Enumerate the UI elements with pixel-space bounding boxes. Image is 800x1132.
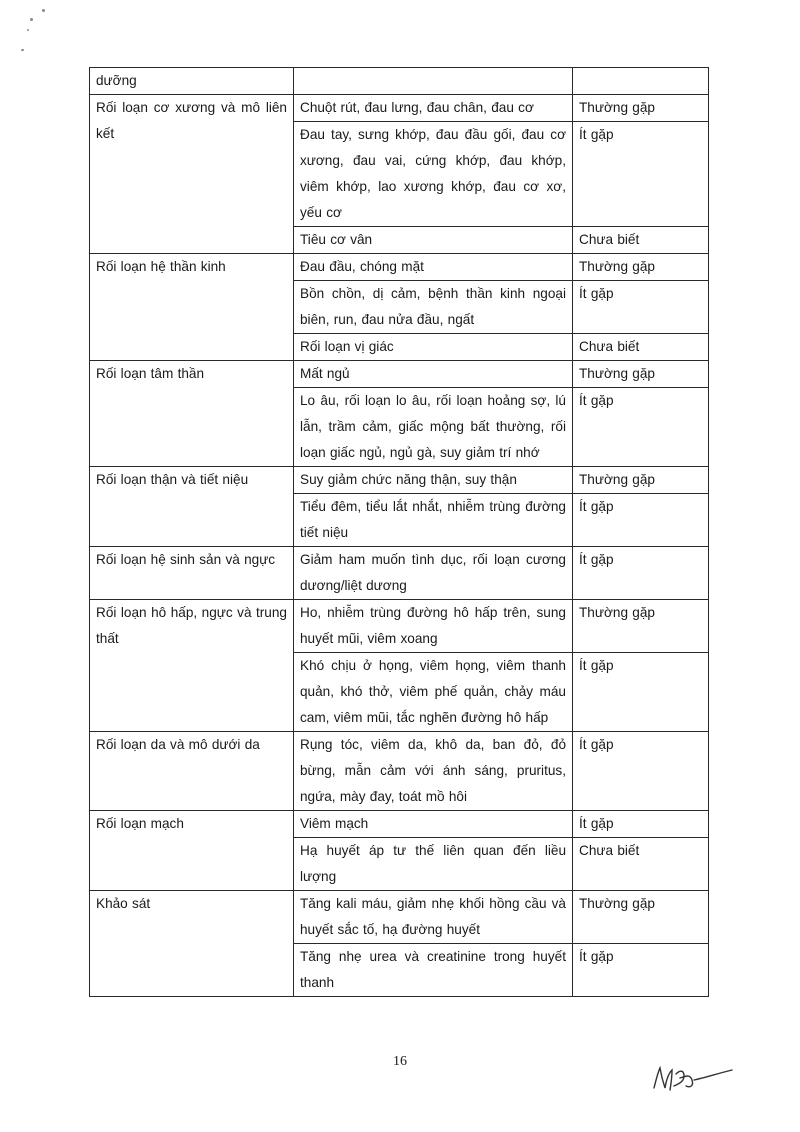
effect-cell: Tăng nhẹ urea và creatinine trong huyết thanh xyxy=(294,944,573,997)
table-row xyxy=(90,811,709,838)
table-row xyxy=(90,891,709,944)
frequency-cell: Ít gặp xyxy=(573,732,709,811)
effect-cell: Lo âu, rối loạn lo âu, rối loạn hoảng sợ, lú lẫn, trầm cảm, giấc mộng bất thường, rối loạn giấc ngủ, ngủ gà, suy giảm trí nhớ xyxy=(294,388,573,467)
effect-cell: Ho, nhiễm trùng đường hô hấp trên, sung huyết mũi, viêm xoang xyxy=(294,600,573,653)
effect-cell: Giảm ham muốn tình dục, rối loạn cương dương/liệt dương xyxy=(294,547,573,600)
effect-cell: Đau tay, sưng khớp, đau đầu gối, đau cơ xương, đau vai, cứng khớp, đau khớp, viêm khớp, lao xương khớp, đau cơ xơ, yếu cơ xyxy=(294,122,573,227)
frequency-cell: Thường gặp xyxy=(573,361,709,388)
frequency-cell: Ít gặp xyxy=(573,281,709,334)
frequency-cell: Chưa biết xyxy=(573,838,709,891)
frequency-cell: Ít gặp xyxy=(573,547,709,600)
effect-cell: Tiêu cơ vân xyxy=(294,227,573,254)
frequency-cell: Ít gặp xyxy=(573,944,709,997)
scan-speck xyxy=(30,18,33,21)
effect-cell: Đau đầu, chóng mặt xyxy=(294,254,573,281)
category-cell: Rối loạn hệ thần kinh xyxy=(90,254,294,361)
table-row xyxy=(90,68,709,95)
table-row xyxy=(90,254,709,281)
frequency-cell: Thường gặp xyxy=(573,891,709,944)
frequency-cell: Thường gặp xyxy=(573,467,709,494)
table-body xyxy=(90,68,709,997)
category-cell: Rối loạn mạch xyxy=(90,811,294,891)
effect-cell: Mất ngủ xyxy=(294,361,573,388)
frequency-cell: Chưa biết xyxy=(573,227,709,254)
frequency-cell: Ít gặp xyxy=(573,122,709,227)
table-row xyxy=(90,547,709,600)
scan-speck xyxy=(21,49,24,51)
category-cell: Rối loạn cơ xương và mô liên kết xyxy=(90,95,294,254)
category-cell: Rối loạn tâm thần xyxy=(90,361,294,467)
category-cell: Rối loạn hô hấp, ngực và trung thất xyxy=(90,600,294,732)
table-row xyxy=(90,600,709,653)
effect-cell: Khó chịu ở họng, viêm họng, viêm thanh quản, khó thở, viêm phế quản, chảy máu cam, viêm mũi, tắc nghẽn đường hô hấp xyxy=(294,653,573,732)
adverse-effects-table xyxy=(89,67,709,997)
category-cell: dưỡng xyxy=(90,68,294,95)
frequency-cell: Ít gặp xyxy=(573,494,709,547)
frequency-cell: Ít gặp xyxy=(573,811,709,838)
table-row xyxy=(90,732,709,811)
table-row xyxy=(90,467,709,494)
effect-cell: Chuột rút, đau lưng, đau chân, đau cơ xyxy=(294,95,573,122)
effect-cell: Suy giảm chức năng thận, suy thận xyxy=(294,467,573,494)
effect-cell: Rụng tóc, viêm da, khô da, ban đỏ, đỏ bừng, mẫn cảm với ánh sáng, pruritus, ngứa, mày đay, toát mồ hôi xyxy=(294,732,573,811)
signature-mark xyxy=(650,1060,740,1096)
category-cell: Rối loạn da và mô dưới da xyxy=(90,732,294,811)
frequency-cell: Ít gặp xyxy=(573,653,709,732)
frequency-cell xyxy=(573,68,709,95)
frequency-cell: Thường gặp xyxy=(573,95,709,122)
category-cell: Rối loạn hệ sinh sản và ngực xyxy=(90,547,294,600)
frequency-cell: Thường gặp xyxy=(573,254,709,281)
effect-cell: Bồn chồn, dị cảm, bệnh thần kinh ngoại biên, run, đau nửa đầu, ngất xyxy=(294,281,573,334)
effect-cell xyxy=(294,68,573,95)
effect-cell: Tiểu đêm, tiểu lắt nhắt, nhiễm trùng đường tiết niệu xyxy=(294,494,573,547)
category-cell: Rối loạn thận và tiết niệu xyxy=(90,467,294,547)
frequency-cell: Thường gặp xyxy=(573,600,709,653)
scan-speck xyxy=(27,29,29,31)
table-row xyxy=(90,95,709,122)
scan-speck xyxy=(42,9,45,12)
frequency-cell: Chưa biết xyxy=(573,334,709,361)
frequency-cell: Ít gặp xyxy=(573,388,709,467)
effect-cell: Hạ huyết áp tư thế liên quan đến liều lượng xyxy=(294,838,573,891)
page-number: 16 xyxy=(393,1054,407,1069)
effect-cell: Viêm mạch xyxy=(294,811,573,838)
effect-cell: Tăng kali máu, giảm nhẹ khối hồng cầu và huyết sắc tố, hạ đường huyết xyxy=(294,891,573,944)
category-cell: Khảo sát xyxy=(90,891,294,997)
effect-cell: Rối loạn vị giác xyxy=(294,334,573,361)
table-row xyxy=(90,361,709,388)
